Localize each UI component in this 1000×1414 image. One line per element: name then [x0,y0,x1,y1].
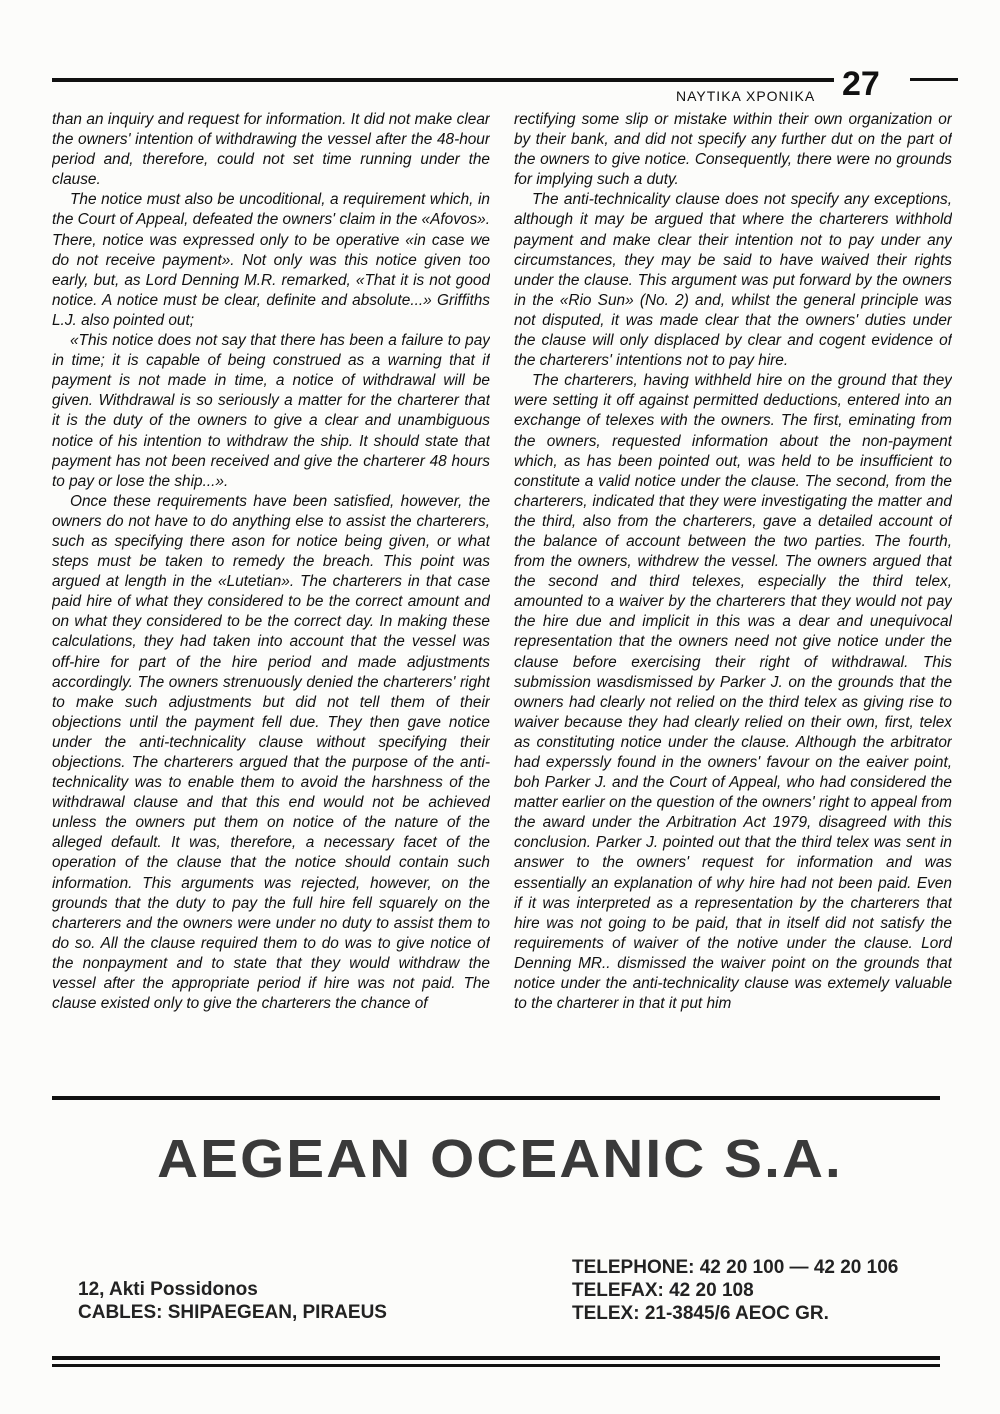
advert-address: 12, Akti Possidonos [78,1279,258,1300]
advert-telephone: TELEPHONE: 42 20 100 — 42 20 106 [572,1257,899,1278]
header-rule [52,78,834,82]
advert-telex: TELEX: 21-3845/6 AEOC GR. [572,1303,829,1324]
paragraph: Once these requirements have been satisfied, however, the owners do not have to do anything else to assist the charterers, such as specifying there ason for notice being given, or what steps must be taken to remedy the breach. This point was argued at length in the «Lutetian». The charterers in that case paid hire of what they considered to be the correct amount and on what they considered to be the correct day. In making these calculations, they had taken into account that the vessel was off-hire for part of the hire period and made adjustments accordingly. The owners strenuously denied the charterers' right to make such adjustments but did not tell them of their objections until the payment fell due. They then gave notice under the anti-technicality clause without specifying their objections. The charterers argued that the purpose of the anti-technicality was to enable them to avoid the harshness of the withdrawal clause and that this end would not be achieved unless the owners put them on notice of the nature of the alleged default. It was, therefore, a necessary facet of the operation of the clause that the notice should contain such information. This arguments was rejected, however, on the grounds that the duty to pay the full hire fell squarely on the charterers and the owners were under no duty to assist them to do so. All the clause required them to do was to give notice of the nonpayment and to state that they would withdraw the vessel after the appropriate period if hire was not paid. The clause existed only to give the charterers the chance of [52,492,490,1013]
article-left-column [52,110,490,1076]
advert-address-block [78,1278,387,1324]
article-right-column [514,110,952,1076]
advert-telefax: TELEFAX: 42 20 108 [572,1280,754,1301]
page-number: 27 [842,65,880,103]
advert-bottom-rule [52,1356,940,1360]
advert-top-rule [52,1096,940,1100]
advert-bottom-rule-secondary [52,1364,940,1367]
paragraph: The notice must also be uncoditional, a requirement which, in the Court of Appeal, defeated the owners' claim in the «Afovos». There, notice was expressed only to be operative «in case we do not receive payment». Not only was this notice given too early, but, as Lord Denning M.R. remarked, «That it is not good notice. A notice must be clear, definite and absolute...» Griffiths L.J. also pointed out; [52,191,490,329]
header-rule-right [910,78,958,81]
paragraph: The anti-technicality clause does not specify any exceptions, although it may be argued that where the charterers withhold payment and make clear their intention not to pay under any circumstances, they may be said to have waived their rights under the clause. This argument was put forward by the owners in the «Rio Sun» (No. 2) and, whilst the general principle was not disputed, it was made clear that the owners' duties under the clause will only displaced by clear and cogent evidence of the charterers' intentions not to pay hire. [514,191,952,370]
running-head: NAYTIKA XPONIKA [676,88,816,104]
advert-cables: CABLES: SHIPAEGEAN, PIRAEUS [78,1302,387,1323]
advert-company-name: AEGEAN OCEANIC S.A. [157,1129,843,1189]
paragraph: than an inquiry and request for information. It did not make clear the owners' intention of withdrawing the vessel after the 48-hour period and, therefore, could not set time running under the clause. [52,111,490,189]
paragraph: rectifying some slip or mistake within their own organization or by their bank, and did not specify any further dut on the part of the owners to give notice. Consequently, there were no grounds for implying such a duty. [514,111,952,189]
advert-contact-block [572,1256,898,1325]
paragraph: The charterers, having withheld hire on the ground that they were setting it off against permitted deductions, entered into an exchange of telexes with the owners. The first, eminating from the owners, requested information about the non-payment which, as has been pointed out, was held to be insufficient to constitute a valid notice under the clause. The second, from the charterers, indicated that they were investigating the matter and the third, also from the charterers, gave a detailed account of the balance of account between the two parties. The fourth, from the owners, withdrew the vessel. The owners argued that the second and third telexes, especially the third telex, amounted to a waiver by the charterers that they would not pay the hire due and implicit in this was a dear and unequivocal representation that the owners need not give notice under the clause before exercising their right of withdrawal. This submission wasdismissed by Parker J. on the grounds that the owners had clearly not relied on the third telex as giving rise to waiver because they had clearly relied on their own, first, telex as constituting notice under the clause. Although the arbitrator had experssly found in the owners' favour on the eaiver point, boh Parker J. and the Court of Appeal, who had considered the matter earlier on the question of the owners' right to appeal from the award under the Arbitration Act 1979, disagreed with this conclusion. Parker J. pointed out that the third telex was sent in answer to the owners' request for information and was essentially an explanation of why hire had not been paid. Even if it was interpreted as a representation by the charterers that hire was not going to be paid, that in itself did not satisfy the requirements of waiver of the notive under the clause. Lord Denning MR.. dismissed the waiver point on the grounds that notice under the anti-technicality clause was extemely valuable to the charterer in that it put him [514,372,952,1013]
paragraph: «This notice does not say that there has been a failure to pay in time; it is capable of being construed as a warning that if payment is not made in time, a notice of withdrawal will be given. Withdrawal is so seriously a matter for the charterer that it is the duty of the owners to give a clear and unambiguous notice of his intention to withdraw the ship. It should state that payment has not been received and give the charterer 48 hours to pay or lose the ship...». [52,332,490,490]
